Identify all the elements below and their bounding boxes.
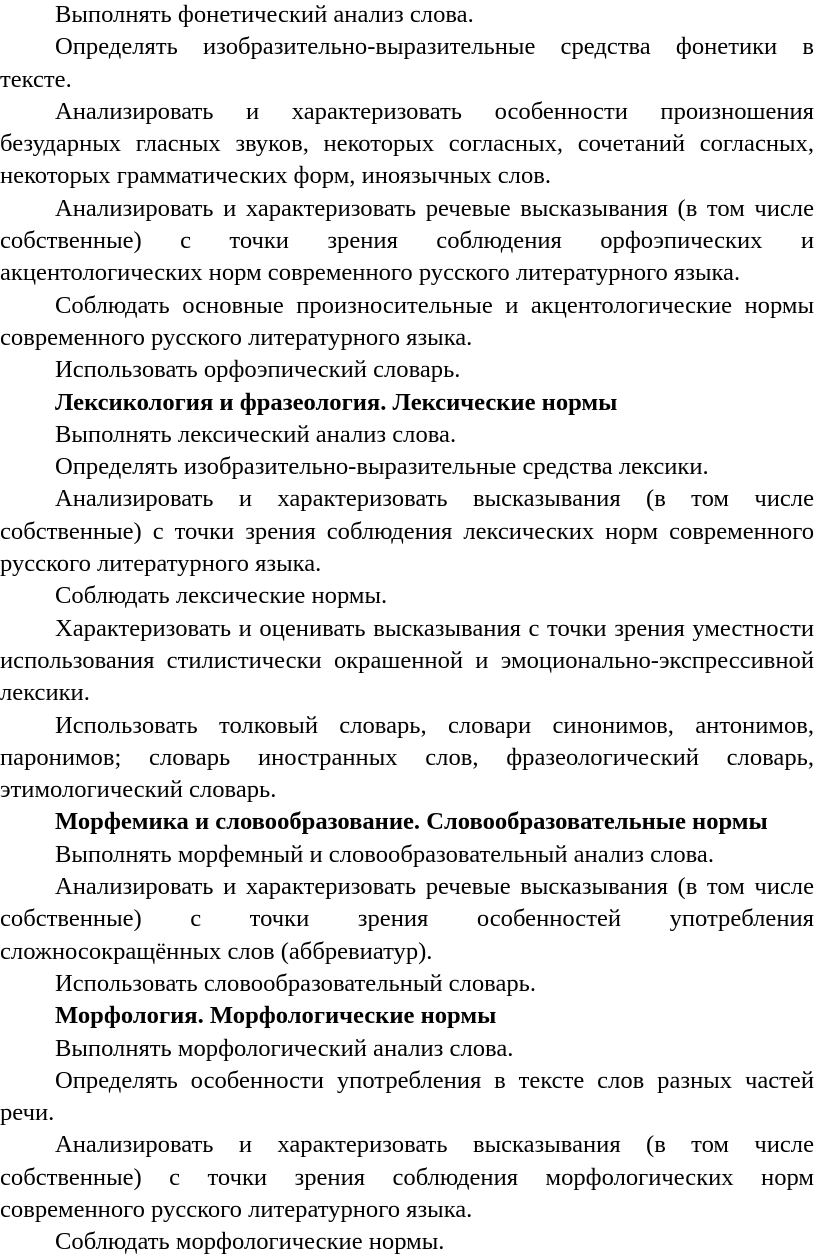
paragraph-morphological-analysis: Выполнять морфологический анализ слова. (55, 1034, 514, 1062)
paragraph-pronunciation: Анализировать и характеризовать особенности произношения безударных гласных звуков, некоторых согласных, сочетаний согласных, некоторых грамматических форм, иноязычных слов. (0, 97, 814, 190)
paragraph-lexical-norms-analysis: Анализировать и характеризовать высказывания (в том числе собственные) с точки зрения соблюдения лексических норм современного русского литературного языка. (0, 485, 814, 578)
paragraph-morphemic-analysis: Выполнять морфемный и словообразовательный анализ слова. (55, 840, 714, 868)
paragraph-stylistic-vocabulary: Характеризовать и оценивать высказывания с точки зрения уместности использования стилистически окрашенной и эмоционально-экспрессивной лексики. (0, 614, 814, 707)
paragraph-word-formation-dictionary: Использовать словообразовательный словарь. (55, 969, 537, 997)
section-heading-morphology: Морфология. Морфологические нормы (55, 1002, 497, 1030)
paragraph-abbreviations: Анализировать и характеризовать речевые высказывания (в том числе собственные) с точки зрения особенностей употребления сложносокращённых слов (аббревиатур). (0, 873, 814, 965)
paragraph-parts-of-speech: Определять особенности употребления в тексте слов разных частей речи. (0, 1066, 814, 1127)
paragraph-orthoepic-dictionary: Использовать орфоэпический словарь. (55, 356, 461, 384)
paragraph-orthoepic-norms: Анализировать и характеризовать речевые высказывания (в том числе собственные) с точки зрения соблюдения орфоэпических и акцентологических норм современного русского литературного языка. (0, 194, 814, 287)
paragraph-lexical-means: Определять изобразительно-выразительные средства лексики. (55, 453, 709, 481)
paragraph-dictionaries: Использовать толковый словарь, словари синонимов, антонимов, паронимов; словарь иностранных слов, фразеологический словарь, этимологический словарь. (0, 711, 814, 804)
paragraph-morphological-norms: Соблюдать морфологические нормы. (55, 1228, 445, 1256)
paragraph-phonetic-means: Определять изобразительно-выразительные средства фонетики в тексте. (0, 33, 814, 93)
paragraph-lexical-norms: Соблюдать лексические нормы. (55, 582, 388, 610)
paragraph-accentological-norms: Соблюдать основные произносительные и акцентологические нормы современного русского литературного языка. (0, 291, 814, 351)
section-heading-morphemics: Морфемика и словообразование. Словообразовательные нормы (55, 808, 768, 836)
paragraph-morphological-norms-analysis: Анализировать и характеризовать высказывания (в том числе собственные) с точки зрения соблюдения морфологических норм современного русского литературного языка. (0, 1131, 814, 1223)
paragraph-lexical-analysis: Выполнять лексический анализ слова. (55, 420, 457, 448)
paragraph-phonetic-analysis: Выполнять фонетический анализ слова. (55, 1, 474, 28)
section-heading-lexicology: Лексикология и фразеология. Лексические нормы (55, 388, 618, 416)
